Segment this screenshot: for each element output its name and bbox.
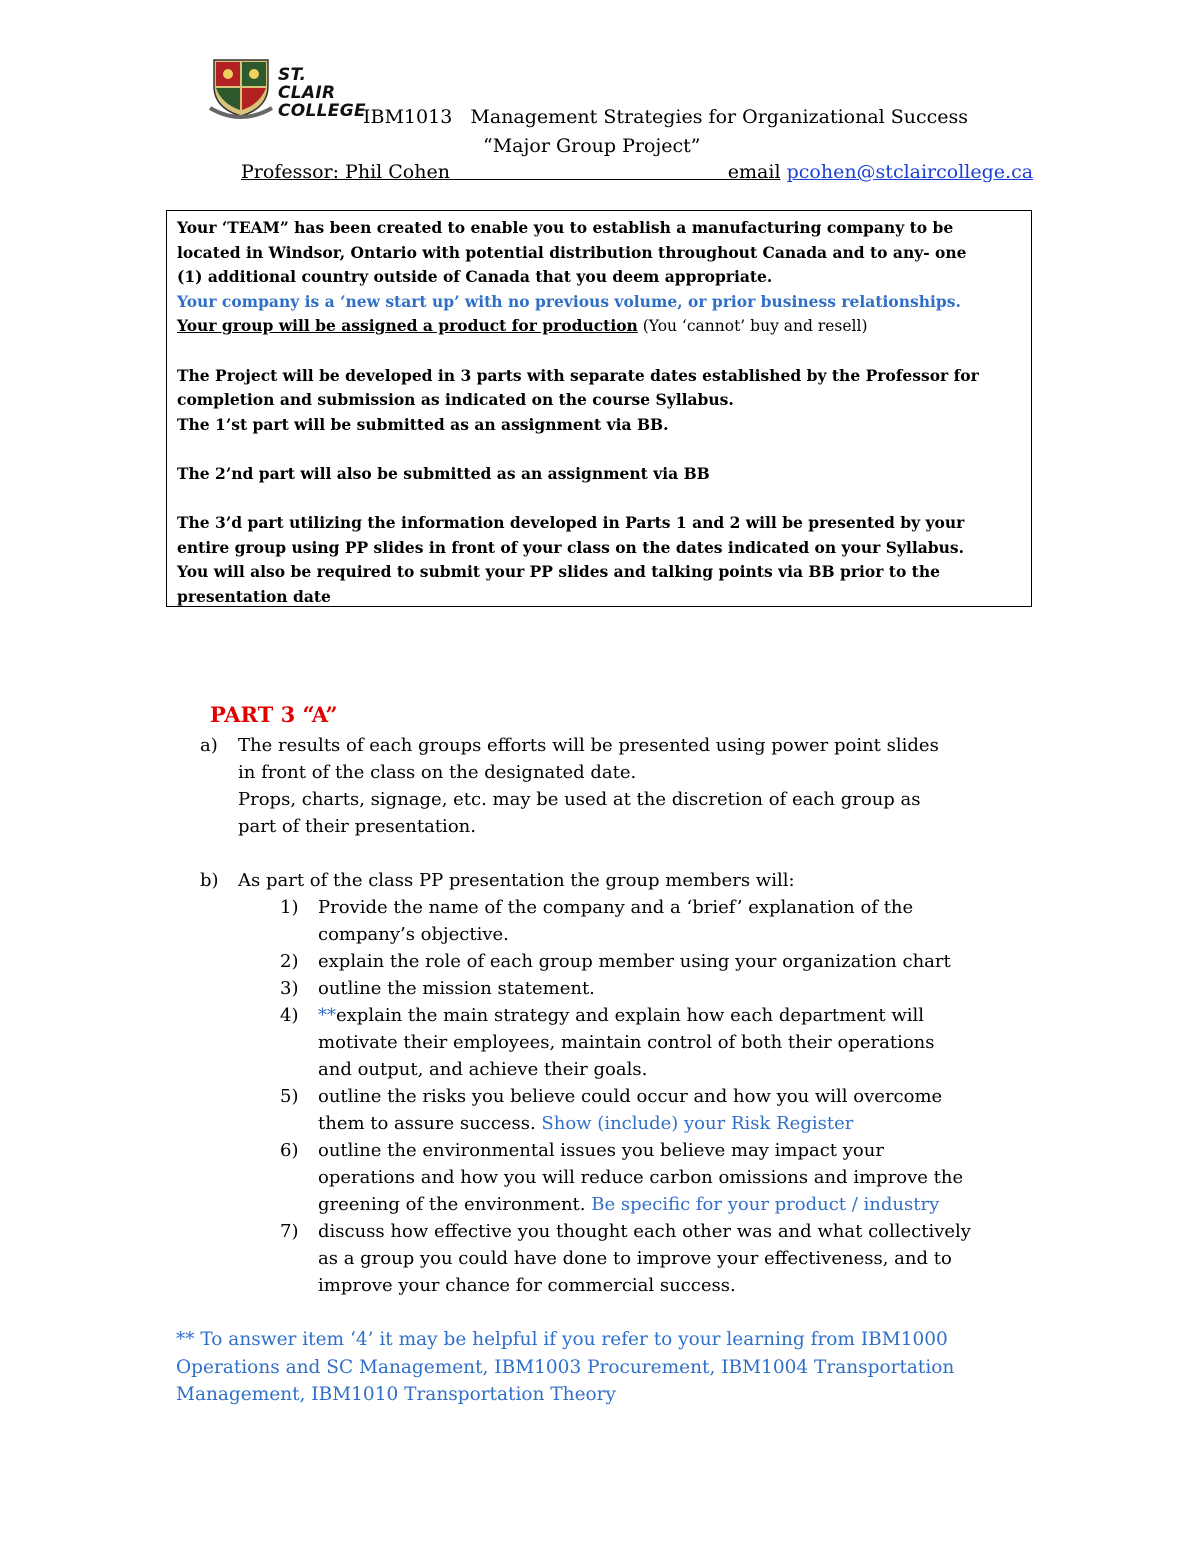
sub-item-3 <box>280 975 1110 1002</box>
sub-item-line <box>318 1191 1110 1218</box>
sub-item-line: explain the role of each group member using your organization chart <box>318 951 951 972</box>
intro-line: completion and submission as indicated on the course Syllabus. <box>177 390 734 410</box>
intro-product-rest: (You ‘cannot’ buy and resell) <box>637 317 868 336</box>
sub-item-5 <box>280 1083 1110 1137</box>
sub-item-line <box>318 1002 1110 1029</box>
college-logo <box>208 56 368 120</box>
sub-item-number: 4) <box>280 1005 299 1026</box>
intro-startup-note: Your company is a ‘new start up’ with no previous volume, or prior business relationships. <box>177 291 961 311</box>
logo-line-1: ST. CLAIR <box>278 65 336 103</box>
item-b-label: b) <box>200 870 219 891</box>
sub-item-line: improve your chance for commercial success. <box>318 1275 736 1296</box>
project-title: “Major Group Project” <box>483 135 701 157</box>
sub-item-number: 3) <box>280 978 299 999</box>
sub-item-6 <box>280 1137 1110 1218</box>
sub-item-line: and output, and achieve their goals. <box>318 1059 648 1080</box>
footnote-line: Operations and SC Management, IBM1003 Procurement, IBM1004 Transportation <box>176 1356 955 1378</box>
intro-product-underlined: Your group will be assigned a product for production <box>177 316 638 336</box>
sub-item-line: outline the risks you believe could occur and how you will overcome <box>318 1086 943 1107</box>
professor-spacer <box>450 161 728 183</box>
intro-line: The 1’st part will be submitted as an assignment via BB. <box>177 414 669 434</box>
item-a-line: in front of the class on the designated date. <box>238 762 637 783</box>
spacer <box>177 437 1021 462</box>
item-a-label: a) <box>200 735 218 756</box>
course-code: IBM1013 <box>363 106 453 128</box>
intro-line: (1) additional country outside of Canada that you deem appropriate. <box>177 267 773 287</box>
college-wordmark <box>278 66 368 120</box>
stars-marker: ** <box>318 1005 336 1026</box>
footnote-line: Management, IBM1010 Transportation Theory <box>176 1384 616 1405</box>
sub-item-1 <box>280 894 1110 948</box>
risk-register-note: Show (include) your Risk Register <box>541 1113 854 1134</box>
sub-item-line: Provide the name of the company and a ‘brief’ explanation of the <box>318 897 914 918</box>
sub-item-line: company’s objective. <box>318 924 509 945</box>
college-crest-icon <box>208 56 274 120</box>
sub-item-line: as a group you could have done to improve your effectiveness, and to <box>318 1248 952 1269</box>
item-a-line: part of their presentation. <box>238 816 476 837</box>
part3-title: PART 3 “A” <box>210 702 338 727</box>
logo-line-2: COLLEGE <box>278 101 366 121</box>
intro-line: located in Windsor, Ontario with potential distribution throughout Canada and to any- one <box>177 242 967 262</box>
sub-item-line: motivate their employees, maintain control of both their operations <box>318 1032 935 1053</box>
intro-line: The 3’d part utilizing the information developed in Parts 1 and 2 will be presented by your <box>177 513 965 533</box>
item-b-text: As part of the class PP presentation the group members will: <box>238 870 795 891</box>
intro-line: Your ‘TEAM” has been created to enable you to establish a manufacturing company to be <box>177 218 954 237</box>
sub-item-7 <box>280 1218 1110 1299</box>
professor-line <box>241 160 1033 184</box>
item-b <box>200 867 1110 894</box>
course-name: Management Strategies for Organizational Success <box>470 106 969 128</box>
sub-item-text: explain the main strategy and explain how each department will <box>336 1005 925 1026</box>
sub-item-line: outline the environmental issues you believe may impact your <box>318 1140 884 1161</box>
sub-item-4 <box>280 1002 1110 1083</box>
footnote <box>176 1326 1056 1409</box>
intro-line: entire group using PP slides in front of your class on the dates indicated on your Syllabus. <box>177 537 964 557</box>
professor-name: Professor: Phil Cohen <box>241 161 450 183</box>
spacer <box>210 840 1110 867</box>
part3-section <box>200 700 1110 1299</box>
intro-line: The 2’nd part will also be submitted as an assignment via BB <box>177 463 710 483</box>
email-link[interactable]: pcohen@stclaircollege.ca <box>786 161 1034 183</box>
sub-item-line: operations and how you will reduce carbon omissions and improve the <box>318 1167 964 1188</box>
email-label: email <box>727 161 781 183</box>
sub-item-number: 2) <box>280 951 299 972</box>
course-line <box>363 105 968 129</box>
sub-item-text: greening of the environment. <box>318 1194 592 1215</box>
intro-box <box>166 210 1032 607</box>
footnote-line: ** To answer item ‘4’ it may be helpful if you refer to your learning from IBM1000 <box>176 1329 948 1350</box>
sub-item-line: discuss how effective you thought each other was and what collectively <box>318 1221 971 1242</box>
item-a-line: The results of each groups efforts will be presented using power point slides <box>238 735 939 756</box>
item-a <box>200 732 1110 840</box>
sub-item-line <box>318 1110 1110 1137</box>
sub-item-number: 1) <box>280 897 299 918</box>
intro-product-line <box>177 314 1021 339</box>
spacer <box>177 339 1021 364</box>
sub-list <box>280 894 1110 1299</box>
sub-item-text: them to assure success. <box>318 1113 542 1134</box>
specific-product-note: Be specific for your product / industry <box>591 1194 940 1215</box>
sub-item-number: 7) <box>280 1221 299 1242</box>
sub-item-2 <box>280 948 1110 975</box>
intro-line: presentation date <box>177 586 331 606</box>
sub-item-number: 6) <box>280 1140 299 1161</box>
spacer <box>177 487 1021 512</box>
sub-item-number: 5) <box>280 1086 299 1107</box>
sub-item-line: outline the mission statement. <box>318 978 595 999</box>
item-a-line: Props, charts, signage, etc. may be used at the discretion of each group as <box>238 789 921 810</box>
intro-line: You will also be required to submit your PP slides and talking points via BB prior to the <box>177 562 940 582</box>
intro-line: The Project will be developed in 3 parts with separate dates established by the Professor for <box>177 365 979 385</box>
